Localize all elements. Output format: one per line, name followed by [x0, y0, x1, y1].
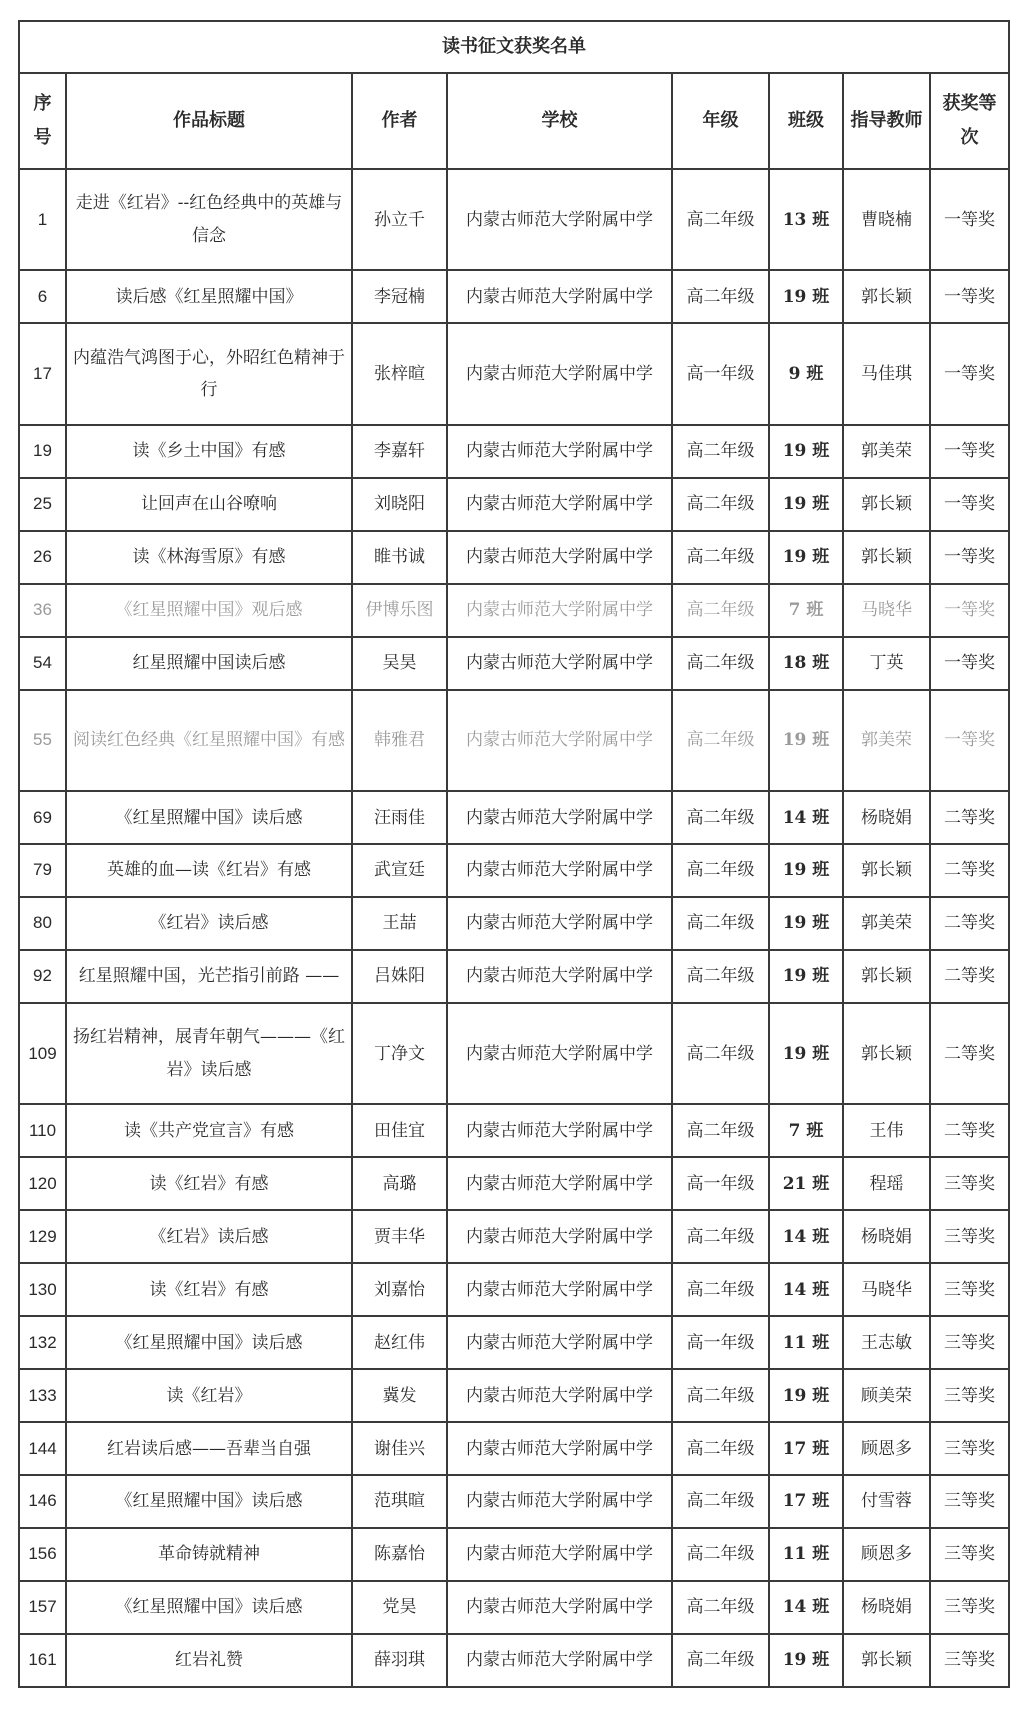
cell-work-title: 革命铸就精神 [66, 1528, 352, 1581]
cell-no: 161 [19, 1634, 66, 1687]
cell-class: 19 班 [769, 897, 843, 950]
cell-class: 19 班 [769, 1369, 843, 1422]
cell-grade: 高二年级 [672, 478, 769, 531]
cell-award: 三等奖 [930, 1316, 1009, 1369]
cell-class: 7 班 [769, 1104, 843, 1157]
cell-award: 三等奖 [930, 1528, 1009, 1581]
cell-work-title: 读后感《红星照耀中国》 [66, 270, 352, 323]
cell-class: 14 班 [769, 1263, 843, 1316]
cell-school: 内蒙古师范大学附属中学 [447, 1263, 672, 1316]
cell-author: 吕姝阳 [352, 950, 447, 1003]
header-award: 获奖等次 [930, 73, 1009, 169]
cell-award: 三等奖 [930, 1634, 1009, 1687]
cell-work-title: 内蕴浩气鸿图于心，外昭红色精神于行 [66, 323, 352, 424]
cell-teacher: 顾恩多 [843, 1528, 930, 1581]
cell-school: 内蒙古师范大学附属中学 [447, 690, 672, 791]
cell-award: 二等奖 [930, 1003, 1009, 1104]
cell-grade: 高二年级 [672, 844, 769, 897]
cell-work-title: 红岩读后感——吾辈当自强 [66, 1422, 352, 1475]
cell-award: 三等奖 [930, 1263, 1009, 1316]
cell-grade: 高二年级 [672, 791, 769, 844]
cell-work-title: 红星照耀中国，光芒指引前路 —— [66, 950, 352, 1003]
cell-class: 19 班 [769, 425, 843, 478]
cell-author: 陈嘉怡 [352, 1528, 447, 1581]
cell-class: 13 班 [769, 169, 843, 270]
cell-school: 内蒙古师范大学附属中学 [447, 531, 672, 584]
cell-grade: 高二年级 [672, 1475, 769, 1528]
cell-grade: 高二年级 [672, 1581, 769, 1634]
cell-work-title: 阅读红色经典《红星照耀中国》有感 [66, 690, 352, 791]
award-table [18, 20, 1010, 1688]
cell-author: 张梓暄 [352, 323, 447, 424]
cell-class: 19 班 [769, 1634, 843, 1687]
cell-school: 内蒙古师范大学附属中学 [447, 169, 672, 270]
table-row [19, 270, 1009, 323]
cell-work-title: 《红岩》读后感 [66, 897, 352, 950]
cell-work-title: 走进《红岩》--红色经典中的英雄与信念 [66, 169, 352, 270]
cell-no: 55 [19, 690, 66, 791]
table-row [19, 1157, 1009, 1210]
award-list-sheet [18, 20, 1008, 1688]
cell-award: 二等奖 [930, 844, 1009, 897]
cell-class: 18 班 [769, 637, 843, 690]
cell-grade: 高一年级 [672, 1157, 769, 1210]
cell-teacher: 郭长颖 [843, 478, 930, 531]
cell-teacher: 杨晓娟 [843, 1210, 930, 1263]
cell-author: 丁净文 [352, 1003, 447, 1104]
cell-school: 内蒙古师范大学附属中学 [447, 1634, 672, 1687]
cell-no: 92 [19, 950, 66, 1003]
cell-teacher: 程瑶 [843, 1157, 930, 1210]
cell-teacher: 郭美荣 [843, 425, 930, 478]
table-row [19, 1316, 1009, 1369]
cell-teacher: 郭美荣 [843, 897, 930, 950]
cell-grade: 高二年级 [672, 531, 769, 584]
cell-teacher: 马晓华 [843, 1263, 930, 1316]
table-row [19, 844, 1009, 897]
cell-award: 三等奖 [930, 1157, 1009, 1210]
cell-no: 26 [19, 531, 66, 584]
cell-award: 三等奖 [930, 1210, 1009, 1263]
table-row [19, 1634, 1009, 1687]
cell-teacher: 马佳琪 [843, 323, 930, 424]
cell-school: 内蒙古师范大学附属中学 [447, 1157, 672, 1210]
cell-no: 133 [19, 1369, 66, 1422]
cell-teacher: 郭长颖 [843, 1634, 930, 1687]
cell-class: 17 班 [769, 1475, 843, 1528]
cell-school: 内蒙古师范大学附属中学 [447, 478, 672, 531]
cell-work-title: 《红星照耀中国》读后感 [66, 1316, 352, 1369]
cell-author: 王喆 [352, 897, 447, 950]
cell-grade: 高二年级 [672, 637, 769, 690]
cell-work-title: 红星照耀中国读后感 [66, 637, 352, 690]
cell-school: 内蒙古师范大学附属中学 [447, 1210, 672, 1263]
cell-work-title: 让回声在山谷嘹响 [66, 478, 352, 531]
cell-author: 刘嘉怡 [352, 1263, 447, 1316]
cell-school: 内蒙古师范大学附属中学 [447, 897, 672, 950]
cell-school: 内蒙古师范大学附属中学 [447, 791, 672, 844]
cell-grade: 高二年级 [672, 1104, 769, 1157]
cell-award: 一等奖 [930, 637, 1009, 690]
cell-school: 内蒙古师范大学附属中学 [447, 950, 672, 1003]
cell-class: 14 班 [769, 1581, 843, 1634]
cell-teacher: 杨晓娟 [843, 1581, 930, 1634]
cell-award: 二等奖 [930, 950, 1009, 1003]
cell-school: 内蒙古师范大学附属中学 [447, 637, 672, 690]
table-row [19, 169, 1009, 270]
cell-award: 三等奖 [930, 1422, 1009, 1475]
cell-award: 三等奖 [930, 1581, 1009, 1634]
table-body [19, 169, 1009, 1687]
cell-author: 党昊 [352, 1581, 447, 1634]
cell-class: 14 班 [769, 791, 843, 844]
cell-school: 内蒙古师范大学附属中学 [447, 1316, 672, 1369]
table-title: 读书征文获奖名单 [19, 21, 1009, 73]
cell-no: 132 [19, 1316, 66, 1369]
cell-grade: 高二年级 [672, 1369, 769, 1422]
table-row [19, 1104, 1009, 1157]
cell-teacher: 王伟 [843, 1104, 930, 1157]
cell-teacher: 杨晓娟 [843, 791, 930, 844]
cell-teacher: 马晓华 [843, 584, 930, 637]
cell-class: 19 班 [769, 690, 843, 791]
cell-class: 17 班 [769, 1422, 843, 1475]
cell-class: 11 班 [769, 1316, 843, 1369]
cell-grade: 高一年级 [672, 1316, 769, 1369]
cell-no: 129 [19, 1210, 66, 1263]
table-row [19, 425, 1009, 478]
cell-no: 146 [19, 1475, 66, 1528]
cell-work-title: 英雄的血—读《红岩》有感 [66, 844, 352, 897]
cell-award: 一等奖 [930, 323, 1009, 424]
cell-class: 7 班 [769, 584, 843, 637]
cell-grade: 高二年级 [672, 584, 769, 637]
cell-work-title: 《红星照耀中国》读后感 [66, 1581, 352, 1634]
cell-no: 19 [19, 425, 66, 478]
cell-no: 25 [19, 478, 66, 531]
cell-award: 一等奖 [930, 690, 1009, 791]
cell-author: 李冠楠 [352, 270, 447, 323]
cell-grade: 高二年级 [672, 950, 769, 1003]
cell-school: 内蒙古师范大学附属中学 [447, 584, 672, 637]
cell-teacher: 曹晓楠 [843, 169, 930, 270]
table-row [19, 1263, 1009, 1316]
cell-grade: 高二年级 [672, 897, 769, 950]
cell-author: 谢佳兴 [352, 1422, 447, 1475]
cell-author: 贾丰华 [352, 1210, 447, 1263]
cell-no: 130 [19, 1263, 66, 1316]
cell-school: 内蒙古师范大学附属中学 [447, 844, 672, 897]
cell-author: 睢书诚 [352, 531, 447, 584]
cell-class: 19 班 [769, 950, 843, 1003]
cell-teacher: 郭长颖 [843, 1003, 930, 1104]
cell-school: 内蒙古师范大学附属中学 [447, 323, 672, 424]
cell-author: 武宣廷 [352, 844, 447, 897]
cell-teacher: 郭长颖 [843, 844, 930, 897]
cell-teacher: 郭长颖 [843, 531, 930, 584]
header-work-title: 作品标题 [66, 73, 352, 169]
cell-no: 109 [19, 1003, 66, 1104]
cell-no: 157 [19, 1581, 66, 1634]
cell-work-title: 读《乡土中国》有感 [66, 425, 352, 478]
header-row [19, 73, 1009, 169]
cell-author: 薛羽琪 [352, 1634, 447, 1687]
cell-award: 一等奖 [930, 169, 1009, 270]
table-row [19, 1422, 1009, 1475]
cell-grade: 高二年级 [672, 1003, 769, 1104]
cell-class: 21 班 [769, 1157, 843, 1210]
cell-class: 9 班 [769, 323, 843, 424]
cell-work-title: 《红星照耀中国》观后感 [66, 584, 352, 637]
header-grade: 年级 [672, 73, 769, 169]
cell-grade: 高二年级 [672, 169, 769, 270]
cell-award: 三等奖 [930, 1475, 1009, 1528]
cell-teacher: 郭美荣 [843, 690, 930, 791]
table-row [19, 1210, 1009, 1263]
table-row [19, 478, 1009, 531]
cell-no: 80 [19, 897, 66, 950]
cell-no: 144 [19, 1422, 66, 1475]
cell-school: 内蒙古师范大学附属中学 [447, 1003, 672, 1104]
cell-author: 高璐 [352, 1157, 447, 1210]
cell-school: 内蒙古师范大学附属中学 [447, 1475, 672, 1528]
cell-author: 冀发 [352, 1369, 447, 1422]
cell-work-title: 红岩礼赞 [66, 1634, 352, 1687]
cell-award: 二等奖 [930, 897, 1009, 950]
cell-award: 一等奖 [930, 425, 1009, 478]
header-teacher: 指导教师 [843, 73, 930, 169]
cell-class: 19 班 [769, 478, 843, 531]
cell-class: 19 班 [769, 1003, 843, 1104]
cell-author: 孙立千 [352, 169, 447, 270]
cell-work-title: 读《红岩》有感 [66, 1263, 352, 1316]
cell-work-title: 读《红岩》有感 [66, 1157, 352, 1210]
table-row [19, 950, 1009, 1003]
cell-no: 120 [19, 1157, 66, 1210]
table-row [19, 1475, 1009, 1528]
cell-no: 1 [19, 169, 66, 270]
cell-grade: 高二年级 [672, 1422, 769, 1475]
cell-award: 一等奖 [930, 270, 1009, 323]
cell-author: 李嘉轩 [352, 425, 447, 478]
table-row [19, 323, 1009, 424]
cell-class: 19 班 [769, 270, 843, 323]
cell-class: 19 班 [769, 844, 843, 897]
cell-grade: 高二年级 [672, 1634, 769, 1687]
cell-award: 一等奖 [930, 584, 1009, 637]
cell-school: 内蒙古师范大学附属中学 [447, 1528, 672, 1581]
cell-author: 韩雅君 [352, 690, 447, 791]
cell-teacher: 顾美荣 [843, 1369, 930, 1422]
cell-no: 79 [19, 844, 66, 897]
cell-school: 内蒙古师范大学附属中学 [447, 1104, 672, 1157]
cell-work-title: 读《共产党宣言》有感 [66, 1104, 352, 1157]
cell-teacher: 郭长颖 [843, 270, 930, 323]
cell-school: 内蒙古师范大学附属中学 [447, 425, 672, 478]
cell-author: 赵红伟 [352, 1316, 447, 1369]
cell-teacher: 顾恩多 [843, 1422, 930, 1475]
table-row [19, 637, 1009, 690]
cell-author: 吴昊 [352, 637, 447, 690]
cell-work-title: 《红岩》读后感 [66, 1210, 352, 1263]
cell-author: 范琪暄 [352, 1475, 447, 1528]
cell-teacher: 郭长颖 [843, 950, 930, 1003]
table-row [19, 897, 1009, 950]
table-row [19, 1369, 1009, 1422]
header-school: 学校 [447, 73, 672, 169]
cell-award: 一等奖 [930, 531, 1009, 584]
table-row [19, 531, 1009, 584]
cell-school: 内蒙古师范大学附属中学 [447, 1369, 672, 1422]
cell-class: 19 班 [769, 531, 843, 584]
cell-award: 一等奖 [930, 478, 1009, 531]
cell-grade: 高二年级 [672, 1263, 769, 1316]
cell-school: 内蒙古师范大学附属中学 [447, 1581, 672, 1634]
cell-class: 14 班 [769, 1210, 843, 1263]
cell-work-title: 读《红岩》 [66, 1369, 352, 1422]
cell-author: 伊博乐图 [352, 584, 447, 637]
table-row [19, 1581, 1009, 1634]
cell-award: 三等奖 [930, 1369, 1009, 1422]
cell-no: 156 [19, 1528, 66, 1581]
cell-author: 田佳宜 [352, 1104, 447, 1157]
header-author: 作者 [352, 73, 447, 169]
cell-teacher: 丁英 [843, 637, 930, 690]
cell-school: 内蒙古师范大学附属中学 [447, 270, 672, 323]
table-row [19, 1528, 1009, 1581]
table-row [19, 791, 1009, 844]
cell-award: 二等奖 [930, 791, 1009, 844]
cell-grade: 高二年级 [672, 1210, 769, 1263]
cell-school: 内蒙古师范大学附属中学 [447, 1422, 672, 1475]
cell-no: 110 [19, 1104, 66, 1157]
cell-no: 69 [19, 791, 66, 844]
table-row [19, 584, 1009, 637]
header-class: 班级 [769, 73, 843, 169]
table-row [19, 690, 1009, 791]
cell-no: 54 [19, 637, 66, 690]
cell-work-title: 扬红岩精神，展青年朝气———《红岩》读后感 [66, 1003, 352, 1104]
cell-grade: 高二年级 [672, 425, 769, 478]
cell-no: 17 [19, 323, 66, 424]
cell-author: 刘晓阳 [352, 478, 447, 531]
cell-grade: 高二年级 [672, 1528, 769, 1581]
cell-teacher: 王志敏 [843, 1316, 930, 1369]
cell-grade: 高一年级 [672, 323, 769, 424]
cell-work-title: 读《林海雪原》有感 [66, 531, 352, 584]
cell-teacher: 付雪蓉 [843, 1475, 930, 1528]
cell-grade: 高二年级 [672, 690, 769, 791]
table-row [19, 1003, 1009, 1104]
cell-work-title: 《红星照耀中国》读后感 [66, 791, 352, 844]
cell-class: 11 班 [769, 1528, 843, 1581]
cell-no: 6 [19, 270, 66, 323]
cell-author: 汪雨佳 [352, 791, 447, 844]
cell-award: 二等奖 [930, 1104, 1009, 1157]
cell-grade: 高二年级 [672, 270, 769, 323]
cell-work-title: 《红星照耀中国》读后感 [66, 1475, 352, 1528]
header-no: 序号 [19, 73, 66, 169]
cell-no: 36 [19, 584, 66, 637]
